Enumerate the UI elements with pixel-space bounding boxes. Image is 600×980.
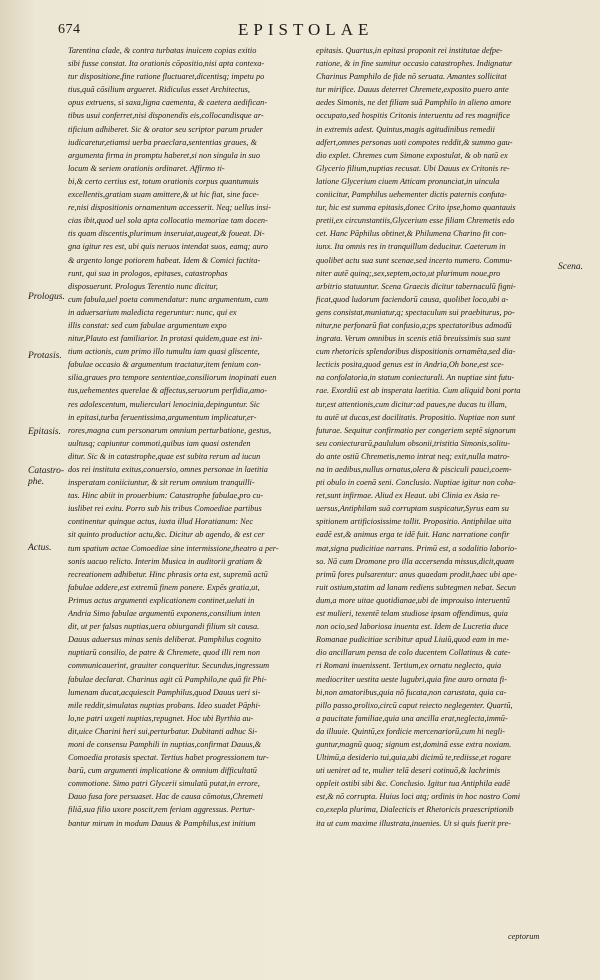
text-line: dum,a more uitae quotidianae,ubi de improuiso interuentū (316, 595, 510, 605)
text-line: res adolescentum, mulierculari lenocinia,depinguntur. Sic (68, 399, 260, 409)
text-line: in epitasi,turba feruentissima,argumentum implicatur,er- (68, 412, 257, 422)
text-line: est,& nō corrupta. Huius loci atq; ordinis in hoc nostro Comi (316, 792, 521, 802)
text-line: aedes Simonis, ne det filiam suā Pamphilo in alieno amore (316, 98, 512, 108)
text-line: tius,quā cōsilium argueret. Ridiculus esset Architectus, (68, 85, 250, 95)
text-line: tus,uehementes querelae & affectus,seruorum perfidia,amo- (68, 386, 268, 396)
margin-note-prologus: Prologus. (28, 292, 65, 302)
text-line: lo,ne patri uxgeti nuptias,repugnet. Hoc ubi Byrthia au- (68, 713, 254, 723)
text-line: ficat,quod ludorum faciendorū causa, quolibet loco,ubi a- (316, 294, 509, 304)
text-line: moni de consensu Pamphili in nuptias,confirmat Dauus,& (68, 739, 262, 749)
text-line: iunx. Ita omnis res in tranquillum deducitur. Caeterum in (316, 242, 506, 252)
text-line: cum rhetoricis splendoribus dispositionis ornamēta,sed dia- (316, 347, 516, 357)
text-line: gna igitur res est, ubi quis neruos intendat suos, eamq; auro (68, 242, 268, 252)
text-line: mat,signa pudicitiae narrans. Primū est, a sodalitio laborio- (316, 543, 517, 553)
text-line: uersus,Antiphilam suā corruptam suspicatur,Syrus eam su (316, 504, 509, 514)
running-head: EPISTOLAE (238, 20, 374, 39)
text-line: cias ibit,quod uel sola apta collocatio memoriae tam docen- (68, 216, 268, 226)
text-line: mile reddit,simulatas nuptias probans. Ideo suadet Pāphi- (68, 700, 261, 710)
text-line: a paucitate familiae,quia una ancilla erat,neglecta,immū- (316, 713, 508, 723)
page-header (58, 20, 570, 42)
text-line: na in aedibus,nullus ornatus,olera & pisciculi pauci,coem- (316, 465, 512, 474)
text-line: dio explet. Chremes cum Simone expostulat, & ob natū ex (316, 150, 508, 160)
text-line: nuptiarū consilio, de patre & Chremete, quod illi rem non (68, 648, 260, 658)
margin-note-epitasis: Epitasis. (28, 427, 61, 437)
text-line: Glycerio filium,nuptias recusat. Ubi Dauus ex Critonis re- (316, 163, 510, 173)
margin-note-protasis: Protasis. (28, 351, 62, 361)
text-line: Comoedia protasis spectat. Tertius habet progressionem tur- (68, 753, 269, 763)
text-line: recreationem adhibetur. Hinc phrasis orta est, supremū actū (68, 569, 268, 579)
text-line: co,exepla plurima, Dialecticis et Rhetoricis praescriptionib (316, 805, 514, 815)
text-line: sibi fusse constat. Ita orationis cōpositio,nisi apta contexa- (68, 59, 265, 69)
text-line: mediocriter uestita ueste lugubri,quia fine auro ornata fi- (316, 674, 507, 684)
text-line: primū fores pulsarentur: anus quaedam prodit,haec ubi ape- (316, 569, 517, 579)
text-line: da illuuie. Quintū,ex fordicie mercenariorū,cum hi negli- (316, 726, 506, 736)
text-line: do ante ostiū Chremetis,nemo intrat neq; exit,nulla matro- (316, 451, 510, 461)
text-line: Dauo fusa fore persuaset. Hac de causa cōmotus,Chremeti (68, 792, 264, 802)
text-line: tis quam discentis,plurimum inseruiat,augeat,& foueat. Di- (68, 229, 265, 239)
text-line: in extremis adest. Quintus,magis agitudinibus remedii (316, 124, 495, 134)
text-line: in aduersarium maledicta regeruntur: nunc, qui ex (68, 307, 237, 317)
text-line: tur, hic est summa epitasis,donec Crito ipse,homo quantauis (316, 203, 516, 213)
text-line: illis constat: sed cum fabulae argumentum expo (68, 320, 227, 330)
text-line: dio ancillarum pensa de colo ducentem Collatinus & cate- (316, 648, 511, 658)
text-line: Romanae pudicitiae scribitur apud Liuiū,quod eam in me- (316, 635, 510, 645)
text-line: silia,graues pro tempore sententiae,consiliorum inopinati euen (68, 373, 277, 383)
text-line: pillo passo,prolixo,circū caput reiecto neglegenter. Quartū, (316, 700, 513, 710)
text-line: iuslibet rei exitu. Porro sub his tribus Comoediae partibus (68, 504, 262, 514)
text-line: Tarentina clade, & contra turbatas inuicem copias exitio (68, 46, 257, 55)
text-line: barū, cum argumenti implicatione & omnium difficultatū (68, 766, 257, 776)
text-line: communicauerint, grauiter conqueritur. Secundus,ingressum (68, 661, 270, 671)
text-line: Ultimū,a desiderio tui,quia,ubi dicimū te,rediisse,et rogare (316, 753, 511, 763)
text-line: ruit ostium,statim ad lanam rediens subtegmen nebat. Secun (316, 582, 516, 592)
text-line: locum & seriem orationis ordinaret. Affirmo ti- (68, 163, 225, 173)
left-text-column (68, 44, 308, 830)
text-line: na confolatoria,in statum coniecturali. An nuptiae sint futu- (316, 373, 515, 383)
text-line: ingrata. Verum omnibus in scenis etiā breuissimis sua sunt (316, 334, 511, 344)
text-line: coniicitur, Pamphilus uehementer dictis paternis confuta- (316, 190, 507, 200)
text-line: filiā,sua filio uxore poscit,rem feriam aggressus. Pertur- (68, 805, 255, 815)
text-line: dit,uice Charini heri sui,perturbatur. Dubitanti adhuc Si- (68, 726, 258, 736)
text-line: tur mirifice. Dauus deterret Chremete,exposito puero ante (316, 85, 509, 95)
text-line: lumenam ducat,acquiescit Pamphilus,quod Dauus ueri si- (68, 687, 261, 697)
text-line: eadē est,& animus erga te idē fuit. Hanc narratione confir (316, 530, 510, 540)
text-line: ita ut cum maxime illustrata,inuenies. Ut si quis fuerit pre- (316, 818, 511, 828)
margin-note-actus: Actus. (28, 543, 52, 553)
text-line: Andria Simo fabulae argumentū exponens,consilium inten (68, 609, 261, 619)
text-line: bi,& certo certius est, totum orationis corpus quantumuis (68, 176, 259, 186)
text-line: fabulae declarat. Charinus agit cū Pamphilo,ne quā fit Phi- (68, 674, 267, 684)
text-line: Dauus aduersus minas senis deliberat. Pamphilus cognito (68, 635, 261, 645)
text-line: dos rei instituta exitus,conuersio, omnes personae in laetitia (68, 465, 268, 474)
text-line: adfert,omnes personas uoti compotes reddit,& summo gau- (316, 137, 513, 147)
text-line: niter autē quinq;,sex,septem,octo,ut plurimum noue,pro (316, 268, 501, 278)
text-line: ret,sunt infirmae. Aliud ex Heaut. ubi Clinia ex Asia re- (316, 491, 500, 501)
text-line: tu autē ut ducas,est docilitatis. Propositio. Nuptiae non sunt (316, 412, 516, 422)
text-line: oppleit ostibi sibi &c. Conclusio. Igitur tua Antiphila eadē (316, 779, 510, 789)
text-line: sonis uacuo relicto. Interim Musica in auditorii gratiam & (68, 556, 263, 566)
text-line: seu coniecturarū,paululum obsonii,tristitia Simonis,solitu- (316, 438, 511, 448)
text-line: ri Romani inuenissent. Tertium,ex ornatu neglecto, quia (316, 661, 502, 671)
text-line: pretii,ex circunstantiis,Glycerium esse filiam Chremetis edo (316, 216, 515, 226)
text-line: nitur,Plauto est familiarior. In protasi quidem,quae est ini- (68, 334, 263, 344)
text-line: ratione, & in fine sumitur occasio catastrophes. Indignatur (316, 59, 513, 69)
text-line: uti ueniret ad te, mulier telā deseri cotinuō,& lachrimis (316, 766, 501, 776)
text-line: tur dispositione,fine ratione fluctuaret,dicentisq; impetu po (68, 72, 265, 82)
text-line: rae. Exordiū est ab insperata laetitia. Cum aliquid boni porta (316, 386, 521, 396)
text-line: quolibet actu sua sunt scenae,sed incerto numero. Commu- (316, 255, 513, 265)
text-line: sit quinto productior actu,&c. Dicitur ab agendo, & est cer (68, 530, 265, 540)
text-line: uultusq; capiuntur commoti,quibus iam quasi ostenden (68, 438, 251, 448)
text-line: tium actionis, cum primo illo tumultu iam quasi gliscente, (68, 347, 260, 357)
text-line: iudicaretur,etiamsi uerba praeclara,sententias graues, & (68, 137, 257, 147)
text-line: guntur,magnū quoq; signum est,dominā esse extra noxiam. (316, 739, 512, 749)
text-line: est mulieri, texentē telam studiose ipsam offendimus, quia (316, 609, 508, 619)
text-line: opus extruens, si saxa,ligna caementa, & caetera aedifican- (68, 98, 268, 108)
text-line: tum spatium actae Comoediae sine intermissione,theatro a per- (68, 543, 279, 553)
text-line: latione Glycerium ciuem Atticam pronunciat,in uincula (316, 176, 500, 186)
margin-note-scena: Scena. (558, 262, 584, 272)
text-line: tificium adhiberet. Sic & orator seu scriptor parum pruder (68, 124, 263, 134)
text-line: runt, qui sua in prologos, epitases, catastrophas (68, 268, 228, 278)
text-line: insperatam coniiciuntur, & sit rerum omnium tranquilli- (68, 478, 255, 488)
text-line: argumenta firma in promptu haberet,si non singula in suo (68, 150, 260, 160)
right-text-column (316, 44, 554, 830)
text-line: fabulae occasio & argumentum tractatur,item fenium con- (68, 360, 262, 370)
text-line: gens consistat,muniatur,q; spectaculum sui praebiturus, po- (316, 307, 515, 317)
text-line: disposuerunt. Prologus Terentio nunc dicitur, (68, 281, 218, 291)
text-line: continentur quinque actus, iuxta illud Horatianum: Nec (68, 517, 254, 527)
text-line: bi,non amatoribus,quia nō fucata,non carustata, quia ca- (316, 687, 507, 697)
text-line: tibus usui conferret,nisi disponendis eis,collocandisque ar- (68, 111, 264, 121)
text-line: arbitrio statuuntur. Scena Graecis dicitur tabernaculū figni- (316, 281, 516, 291)
text-line: Primus actus argumenti explicationem continet,ueluti in (68, 595, 255, 605)
text-line: tur,est attentionis,cum dicitur:ad paues,ne ducas tu illam, (316, 399, 507, 409)
text-line: fabulae addere,est extremū finem ponere. Expēs gratia,ut, (68, 582, 260, 592)
text-line: so. Nā cum Dromone pro illa accersenda missus,dicit,quam (316, 556, 515, 566)
text-line: excellentis,gratiam suam amittere,& ut hic fiat, sine face- (68, 190, 259, 200)
text-line: occupato,sed hospitis Critonis interuentu ad res magnifice (316, 111, 510, 121)
text-line: re,nisi dispositionis ornamentum accesserit. Neq; uellus insi- (68, 203, 271, 213)
text-line: ditur. Sic & in catastrophe,quae est subita rerum ad iucun (68, 451, 261, 461)
text-line: non ocio,sed laboriosa inuenta est. Idem de Lucretia duce (316, 622, 509, 632)
text-line: cum fabula,uel poeta commendatur: nunc argumentum, cum (68, 294, 269, 304)
catchword: ceptorum (508, 932, 540, 941)
margin-note-catastrophe: Catastro-phe. (28, 466, 65, 487)
text-line: & argento longe potiorem habeat. Idem & Comici factita- (68, 255, 261, 265)
text-line: futurae. Sequitur confirmatio per congeriem septē signorum (316, 425, 516, 435)
text-line: pti obulo in coenā seni. Conclusio. Nuptiae igitur non coha- (316, 478, 516, 488)
text-line: dit, ut per falsas nuptias,uera obiurgandi filium sit causa. (68, 622, 260, 632)
text-line: rores,magna cum personarum omnium perturbatione, gestus, (68, 425, 272, 435)
text-line: bantur mirum in modum Dauus & Pamphilus,est initium (68, 818, 256, 828)
text-line: spitionem artificiosissime tollit. Propositio. Antiphilae uita (316, 517, 512, 527)
text-line: nitur,ne perfonarū fiat confusio,a;ps spectatoribus admodū (316, 320, 512, 330)
text-line: commotione. Simo patri Glycerii simulatū putat,in errore, (68, 779, 260, 789)
text-line: lecticis posita,quod genus est in Andria,Oh bone,est sce- (316, 360, 504, 370)
text-line: cet. Hanc Pāphilus obtinet,& Philumena Charino fit con- (316, 229, 507, 239)
text-line: tas. Hinc abiit in prouerbium: Catastrophe fabulae,pro cu- (68, 491, 264, 501)
text-line: epitasis. Quartus,in epitasi proponit rei institutae defpe- (316, 46, 503, 55)
text-line: Charinus Pamphilo de fide nō seruata. Amantes sollicitat (316, 72, 507, 82)
page-number: 674 (58, 22, 81, 37)
